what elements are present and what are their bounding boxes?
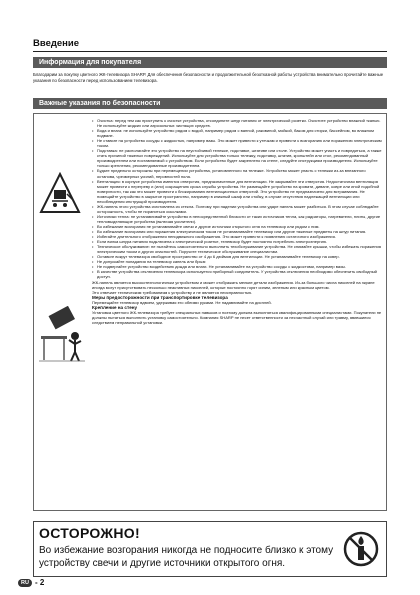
- list-item: • Подставка: не располагайте это устройство на неустойчивой тележке, подставке, штативе или столе. Устройство может упасть и повредиться, а также стать причиной тяжелых повреждений. Используйте для устройства только тележку, подставку, штатив, кронштейн или стол, рекомендованный производителем или поставляемый с устройством. Если устройство будет закреплено на стене, следуйте инструкциям производителя. Используйте только крепления, рекомендованные производителем.: [92, 148, 382, 168]
- lcd-note-2: Это отвечает техническим требованиям к устройству и не является неисправностью.: [92, 289, 253, 295]
- section-heading-customer-info: Информация для покупателя: [33, 57, 387, 68]
- page-title: Введение: [33, 38, 80, 49]
- safety-list: [92, 118, 382, 280]
- title-divider: [33, 51, 387, 52]
- list-item: • Во избежание возгорания не устанавливайте свечи и другие источники открытого огня на телевизор или рядом с ним.: [92, 224, 382, 229]
- list-item: • Вода и влага: не используйте устройство рядом с водой, например рядом с ванной, раковиной, мойкой, баком для стирки, бассейном, во влажном подвале.: [92, 128, 382, 138]
- list-item: • Не допускайте попадания на телевизор капель или брызг.: [92, 259, 382, 264]
- list-item: • Будьте предельно осторожны при перемещении устройства, установленного на тележке. Устройство может упасть с тележки из-за внезапного останова, чрезмерных усилий, неровностей пола.: [92, 168, 382, 178]
- list-item: • В качестве устройства отключения телевизора используется приборный соединитель. У устройства отключения необходимо обеспечить свободный доступ.: [92, 269, 382, 279]
- list-item: • Не подвергайте устройство воздействию дождя или влаги. Не устанавливайте на устройство сосуды с жидкостями, например вазы.: [92, 264, 382, 269]
- list-item: • Если вилка шнура питания подключена к электрической розетке, телевизор будет постоянно потреблять электроэнергию.: [92, 239, 382, 244]
- intro-paragraph: Благодарим за покупку цветного ЖК-телевизора SHARP. Для обеспечения безопасности и продолжительной безотказной работы устройства внимательно прочитайте важные указания по безопасности перед использованием телевизора.: [33, 72, 384, 83]
- list-item: • Вентиляция: в корпусе устройства имеются отверстия, предназначенные для вентиляции. Не закрывайте эти отверстия. Недостаточная вентиляция может привести к перегреву и (или) сокращению срока службы устройства. Не размещайте устройство на кровати, диване, ковре или иной подобной поверхности, так как это может привести к блокированию вентиляционных отверстий. Это устройство не предназначено для встраивания. Не помещайте устройство в закрытое пространство, например в книжный шкаф или стойку, в случае отсутствия надлежащей вентиляции или несоблюдения инструкций производителя.: [92, 179, 382, 204]
- no-candle-icon: [342, 530, 380, 568]
- page-footer: [18, 578, 44, 587]
- tv-tipping-child-illustration: [37, 306, 87, 364]
- list-item: • ЖК-панель этого устройства изготовлена из стекла. Поэтому при падении устройства или ударе панель может разбиться. В этом случае соблюдайте осторожность, чтобы не пораниться осколками.: [92, 204, 382, 214]
- list-item: • Оставьте вокруг телевизора свободное пространство от 4 до 6 дюймов для вентиляции. Не устанавливайте телевизор на ковер.: [92, 254, 382, 259]
- warning-box: [33, 521, 387, 577]
- list-item: • Очистка: перед тем как приступить к очистке устройства, отсоедините шнур питания от электрической розетки. Очистите устройство влажной тканью. Не используйте жидких или аэрозольных чистящих средств.: [92, 118, 382, 128]
- list-item: • Избегайте длительного отображения неподвижного изображения. Это может привести к появлению остаточного изображения.: [92, 234, 382, 239]
- section-heading-safety: Важные указания по безопасности: [33, 98, 387, 109]
- illustrations-column: [37, 114, 89, 510]
- list-item: • Источники тепла: не устанавливайте устройство в непосредственной близости от таких источников тепла, как радиаторы, нагреватели, плиты, другие тепловыделяющие устройства (включая усилители).: [92, 214, 382, 224]
- warning-text: Во избежание возгорания никогда не подносите близко к этому устройству свечи и другие источники открытого огня.: [39, 545, 334, 569]
- page-number: - 2: [34, 578, 45, 587]
- list-item: • Во избежание возгорания или поражения электрическим током не устанавливайте телевизор или другие тяжелые предметы на шнур питания.: [92, 229, 382, 234]
- warning-title: ОСТОРОЖНО!: [39, 525, 140, 541]
- transport-text: Перемещайте телевизор вдвоем, удерживая его обеими руками. Не надавливайте на дисплей.: [92, 299, 272, 305]
- list-item: • Не ставьте на устройство сосуды с жидкостью, например вазы. Это может привести к утечкам и привести к возгоранию или поражению электрическим током.: [92, 138, 382, 148]
- safety-text: [92, 118, 382, 325]
- transport-heading: Меры предосторожности при транспортировке телевизора: [92, 294, 228, 300]
- language-badge: RU: [18, 579, 32, 587]
- cart-tipping-warning-icon: [39, 172, 81, 216]
- list-item: • Техническое обслуживание: не пытайтесь самостоятельно выполнить техобслуживание устройства. Не снимайте крышки, чтобы избежать поражения электрическим током и других опасностей. Поручите техническое обслуживание специалистам.: [92, 244, 382, 254]
- wall-mount-text: Установка цветного ЖК-телевизора требует специальных навыков и поэтому должна выполняться квалифицированными специалистами. Покупатели не должны пытаться выполнить установку самостоятельно. Компания SHARP не несет ответственности за несчастный случай или травму, явившиеся следствием неправильной установки.: [92, 309, 382, 325]
- safety-instructions-box: [33, 113, 387, 511]
- wall-mount-heading: Крепление на стену: [92, 304, 138, 310]
- lcd-note: ЖК-панель является высокотехнологичным устройством и может отображать мелкие детали изображения. Из-за большого числа пикселей на экране иногда могут присутствовать несколько неактивных пикселей, которые постоянно горят синим, зеленым или красным цветом.: [92, 279, 375, 290]
